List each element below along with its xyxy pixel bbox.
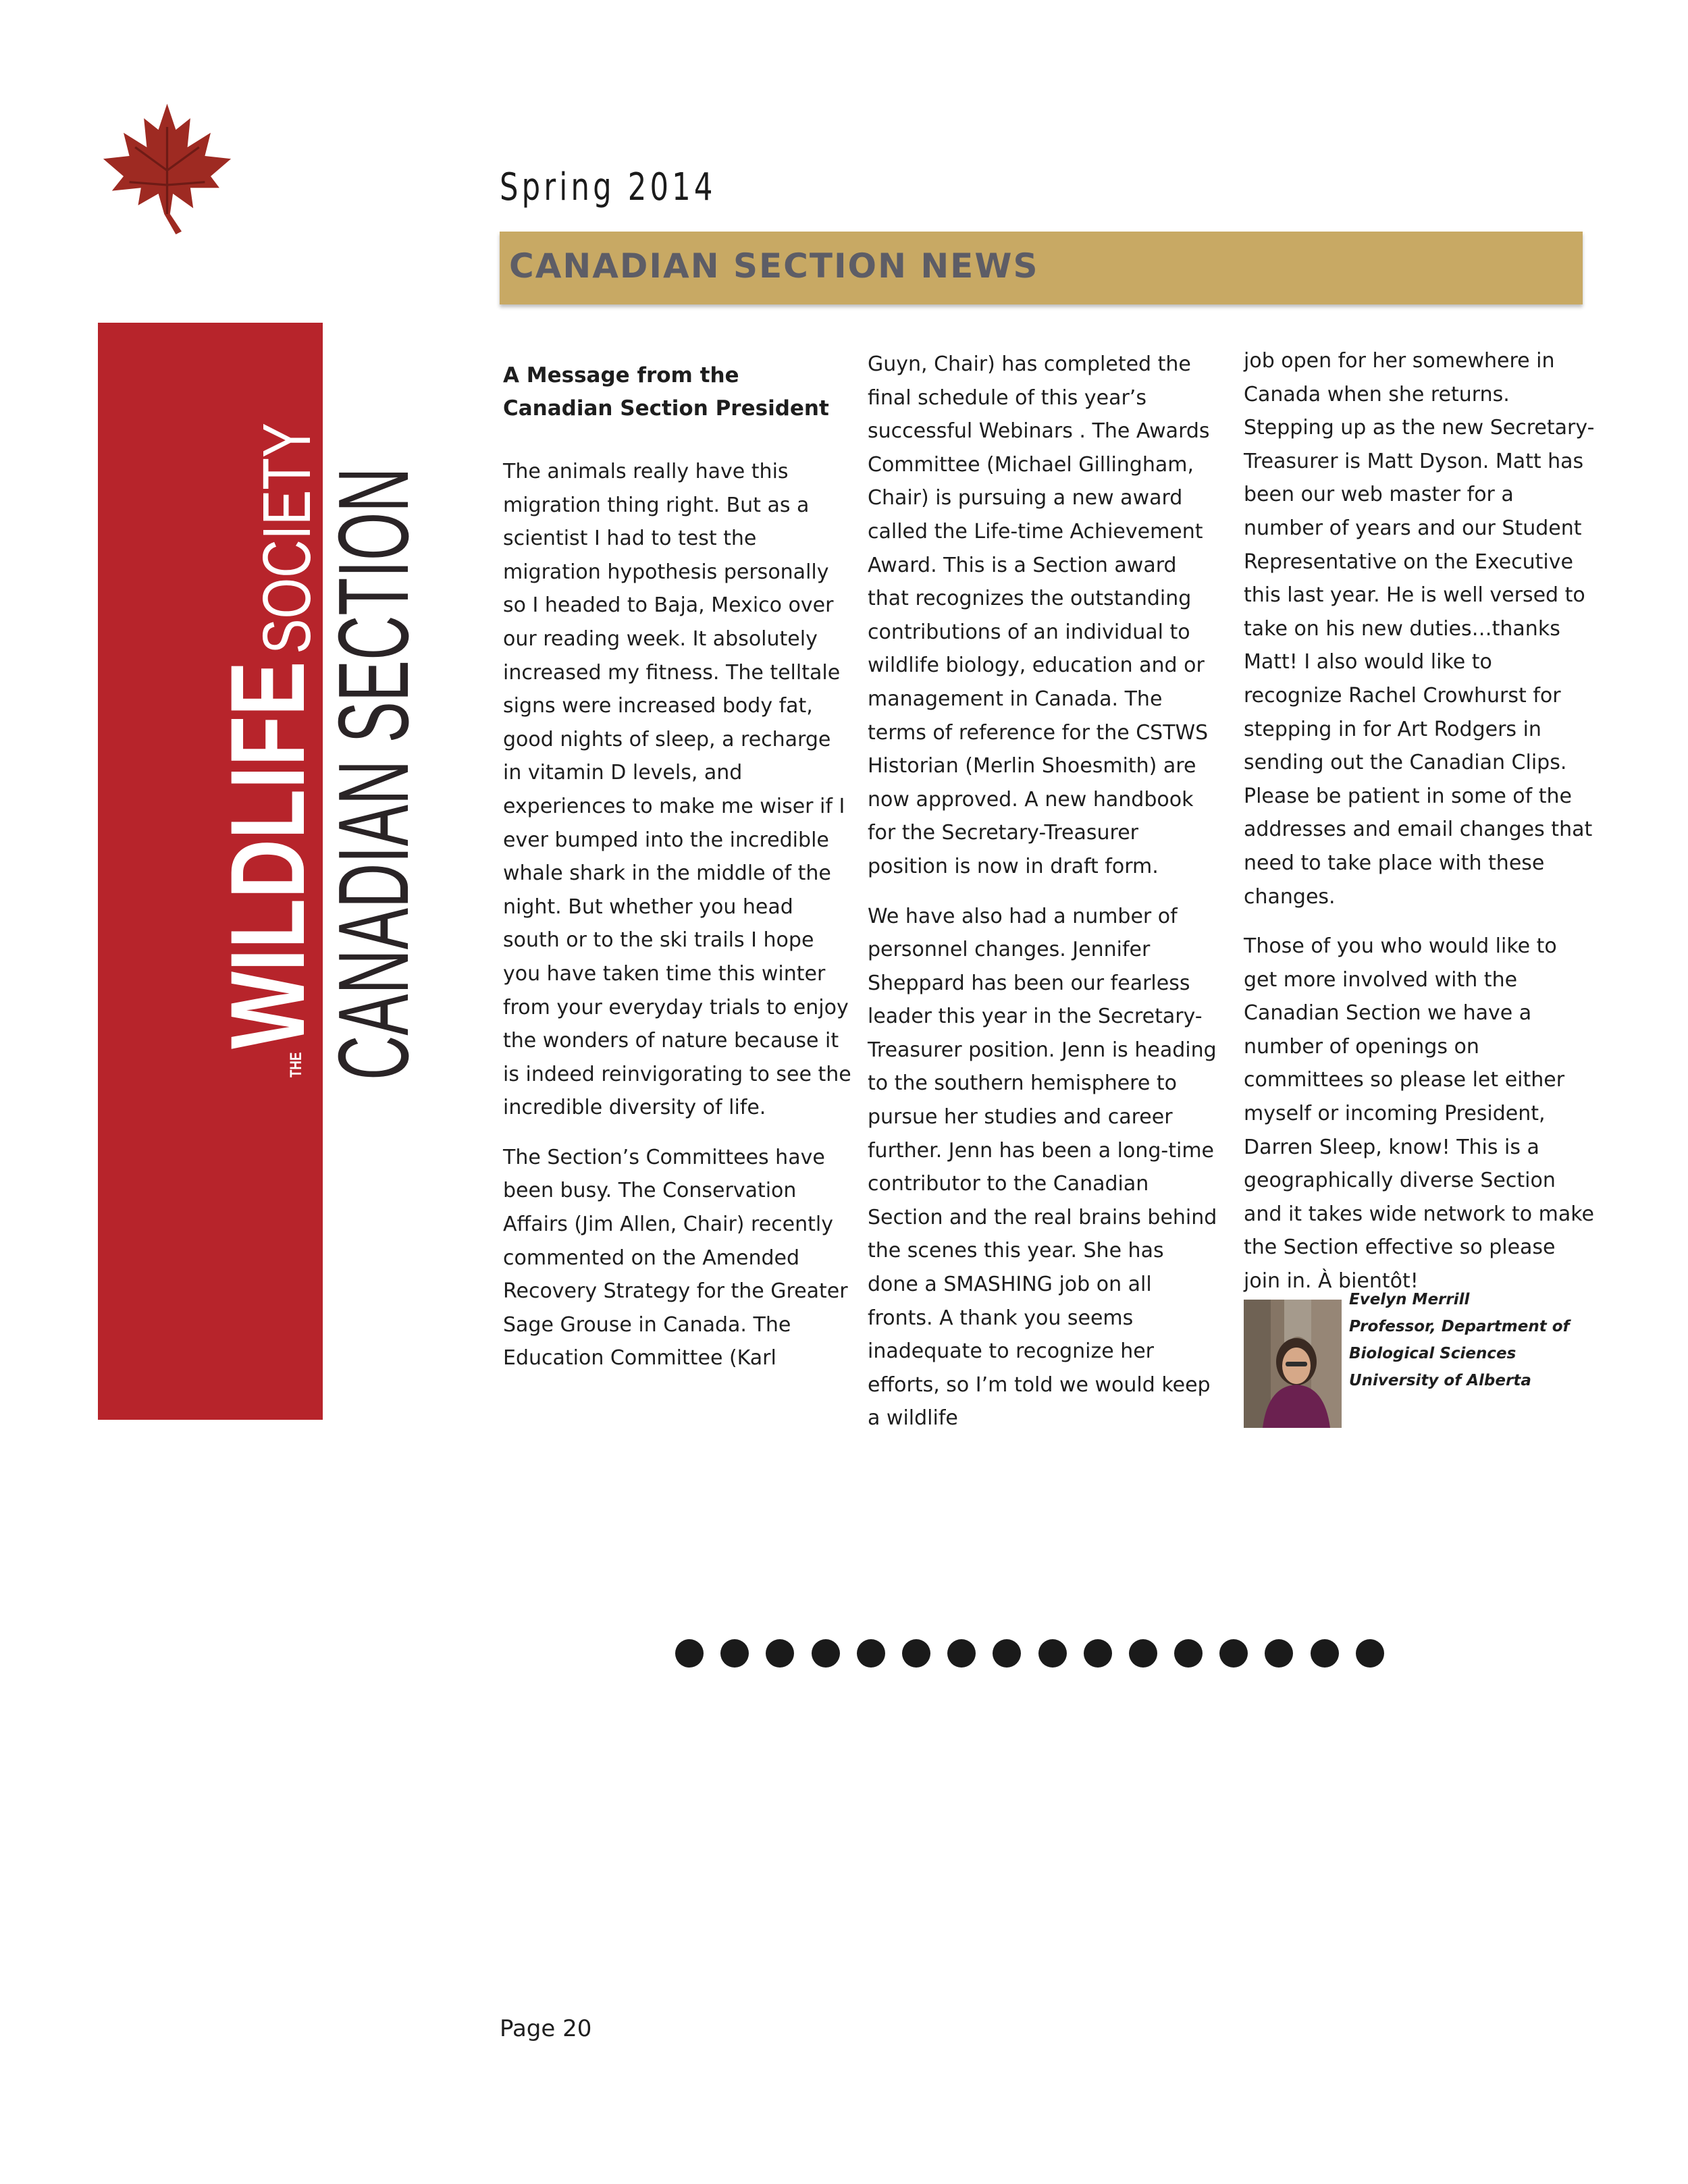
article-column-3 — [1244, 344, 1595, 1314]
paragraph: The animals really have this migration thing right. But as a scientist I had to test the migration hypothesis personally so I headed to Baja, Mexico over our reading week. It absolutely increased my fitness. The telltale signs were increased body fat, good nights of sleep, a recharge in vitamin D levels, and experiences to make me wiser if I ever bumped into the incredible whale shark in the middle of the night. But whether you head south or to the ski trails I hope you have taken time this winter from your everyday trials to enjoy the wonders of nature because it is indeed reinvigorating to see the incredible diversity of life. — [503, 460, 851, 1120]
separator-dot — [902, 1639, 930, 1668]
society-the: THE — [287, 1052, 305, 1077]
separator-dot — [1174, 1639, 1203, 1668]
separator-dot — [720, 1639, 749, 1668]
maple-leaf-icon — [95, 98, 240, 243]
article-column-2 — [868, 348, 1219, 1451]
separator-dot — [1084, 1639, 1112, 1668]
paragraph: job open for her somewhere in Canada when she returns. Stepping up as the new Secretary-Treasurer is Matt Dyson. Matt has been our web master for a number of years and our Student Representative on the Executive this last year. He is well versed to take on his new duties…thanks Matt! I also would like to recognize Rachel Crowhurst for stepping in for Art Rodgers in sending out the Canadian Clips. Please be patient in some of the addresses and email changes that need to take place with these changes. — [1244, 349, 1595, 909]
paragraph: The Section’s Committees have been busy. The Conservation Affairs (Jim Allen, Chair) recently commented on the Amended Recovery Strategy for the Greater Sage Grouse in Canada. The Education Committee (Karl — [503, 1145, 848, 1370]
separator-dot — [812, 1639, 840, 1668]
society-society: SOCIETY — [249, 423, 325, 654]
sidebar-vertical-title — [209, 0, 436, 1090]
society-wildlife: WILDLIFE — [209, 661, 327, 1049]
separator-dot — [675, 1639, 704, 1668]
separator-dot — [1038, 1639, 1067, 1668]
author-name: Evelyn Merrill — [1349, 1291, 1470, 1308]
separator-dot — [766, 1639, 794, 1668]
dot-separator — [675, 1639, 1384, 1672]
section-banner — [500, 232, 1583, 304]
separator-dot — [947, 1639, 976, 1668]
separator-dot — [1129, 1639, 1157, 1668]
separator-dot — [1219, 1639, 1248, 1668]
author-signature — [1349, 1286, 1582, 1394]
paragraph: Those of you who would like to get more involved with the Canadian Section we have a number of openings on committees so please let either myself or incoming President, Darren Sleep, know! This is a geographically diverse Section and it takes wide network to make the Section effective so please join in. À bientôt! — [1244, 934, 1594, 1294]
article-heading: A Message from the Canadian Section President — [503, 363, 829, 421]
separator-dot — [1265, 1639, 1293, 1668]
author-title: Professor, Department of Biological Sciences University of Alberta — [1349, 1318, 1570, 1389]
separator-dot — [857, 1639, 885, 1668]
page-number: Page 20 — [500, 2015, 592, 2042]
author-photo — [1244, 1300, 1342, 1428]
separator-dot — [1356, 1639, 1384, 1668]
banner-title: CANADIAN SECTION NEWS — [509, 246, 1039, 286]
paragraph: We have also had a number of personnel changes. Jennifer Sheppard has been our fearless leader this year in the Secretary-Treasurer position. Jenn is heading to the southern hemisphere to pursue her studies and career further. Jenn has been a long-time contributor to the Canadian Section and the real brains behind the scenes this year. She has done a SMASHING job on all fronts. A thank you seems inadequate to recognize her efforts, so I’m told we would keep a wildlife — [868, 904, 1217, 1431]
issue-season: Spring 2014 — [500, 165, 716, 209]
society-name — [209, 423, 327, 1077]
separator-dot — [1311, 1639, 1339, 1668]
article-column-1 — [503, 359, 854, 1391]
separator-dot — [993, 1639, 1021, 1668]
society-section: CANADIAN SECTION — [318, 467, 429, 1080]
paragraph: Guyn, Chair) has completed the final schedule of this year’s successful Webinars . The Awards Committee (Michael Gillingham, Chair) is pursuing a new award called the Life-time Achievement Award. This is a Section award that recognizes the outstanding contributions of an individual to wildlife biology, education and or management in Canada. The terms of reference for the CSTWS Historian (Merlin Shoesmith) are now approved. A new handbook for the Secretary-Treasurer position is now in draft form. — [868, 352, 1210, 878]
